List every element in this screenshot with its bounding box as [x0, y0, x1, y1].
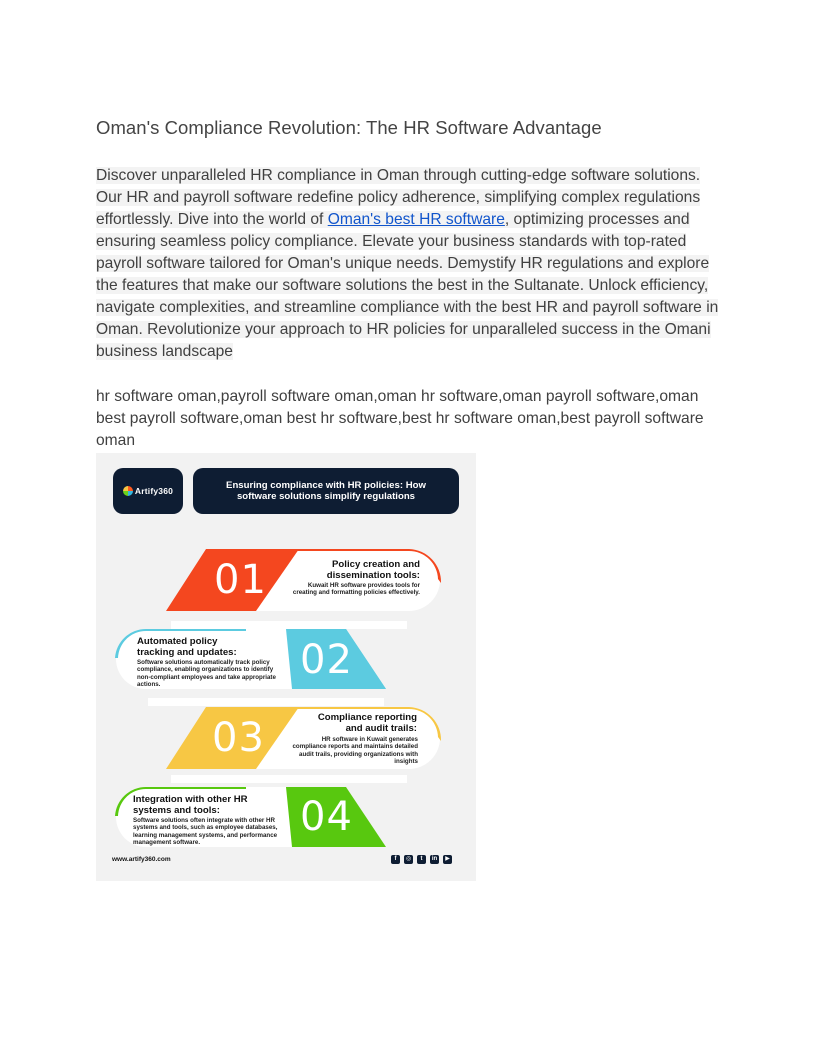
social-icons [391, 855, 452, 864]
keywords-text: hr software oman,payroll software oman,oman hr software,oman payroll software,oman best payroll software,oman best hr software,best hr software oman,best payroll software oman [96, 388, 704, 449]
infographic-image [96, 453, 476, 881]
intro-paragraph [96, 165, 724, 363]
website-url: www.artify360.com [112, 856, 171, 863]
step-01: 01 Policy creation and dissemination tools: Kuwait HR software provides tools for creating and formatting policies effectively. [96, 453, 476, 881]
linkedin-icon: in [431, 856, 438, 862]
step-03: 03 Compliance reporting and audit trails: HR software in Kuwait generates compliance reports and maintains detailed audit trails, providing organizations with insights [96, 453, 476, 881]
infographic-header: Ensuring compliance with HR policies: How software solutions simplify regulations [193, 468, 459, 514]
paragraph-text-start: Discover unparalleled HR compliance in Oman through cutting-edge software solutions. Our HR and payroll software redefine policy adherence, simplifying complex regulations effortlessly. Dive into the world of [96, 167, 701, 228]
oman-hr-software-link[interactable]: Oman's best HR software [327, 211, 505, 228]
page-title: Oman's Compliance Revolution: The HR Software Advantage [96, 117, 602, 138]
artify-logo: Artify360 [113, 468, 183, 514]
instagram-icon: ◎ [405, 856, 412, 862]
paragraph-text-end: , optimizing processes and ensuring seamless policy compliance. Elevate your business standards with top-rated payroll software tailored for Oman's unique needs. Demystify HR regulations and explore the features that make our software solutions the best in the Sultanate. Unlock efficiency, navigate complexities, and streamline compliance with the best HR and payroll software in Oman. Revolutionize your approach to HR policies for unparalleled success in the Omani business landscape [96, 211, 719, 360]
step-02: 02 Automated policy tracking and updates: Software solutions automatically track policy compliance, enabling organizations to identify non-compliant employees and take appropriate actions. [96, 453, 476, 881]
facebook-icon: f [391, 855, 400, 864]
youtube-icon: ▶ [443, 855, 452, 864]
twitter-icon: t [417, 855, 426, 864]
step-04: 04 Integration with other HR systems and tools: Software solutions often integrate with other HR systems and tools, such as employee databases, learning management systems, and performance management software. [96, 453, 476, 881]
